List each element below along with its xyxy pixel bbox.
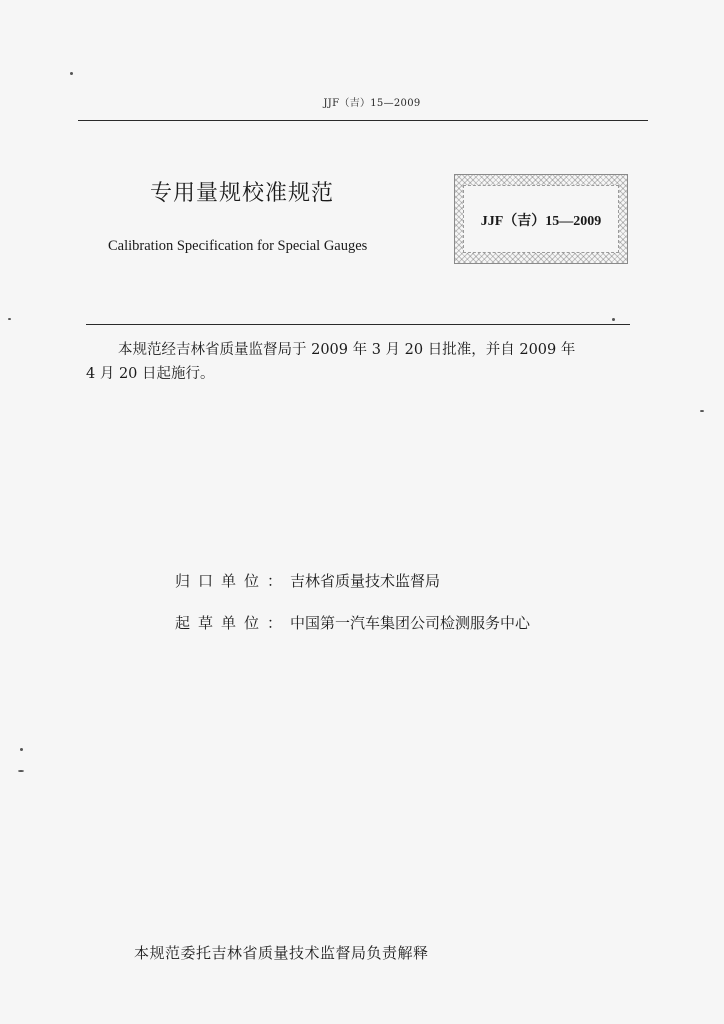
approval-line-2: 4 月 20 日起施行。 (86, 366, 215, 382)
section-divider (86, 324, 630, 325)
responsible-unit-value: 吉林省质量技术监督局 (290, 572, 441, 590)
responsible-unit-label: 归口单位： (175, 572, 291, 590)
drafting-unit-value: 中国第一汽车集团公司检测服务中心 (290, 614, 531, 632)
speck (612, 318, 615, 321)
speck (18, 770, 24, 772)
interpretation-note: 本规范委托吉林省质量技术监督局负责解释 (134, 944, 429, 962)
header-standard-code: JJF（吉）15—2009 (323, 98, 421, 109)
approval-line-1: 本规范经吉林省质量监督局于 2009 年 3 月 20 日批准，并自 2009 年 (118, 342, 576, 358)
stamp-code-text: JJF（吉）15—2009 (480, 214, 602, 229)
speck (70, 72, 73, 75)
responsible-unit-row (175, 570, 440, 591)
stamp-inner-frame (463, 185, 619, 253)
drafting-unit-label: 起草单位： (175, 614, 291, 632)
speck (20, 748, 23, 751)
header-divider (78, 120, 648, 121)
title-chinese: 专用量规校准规范 (150, 181, 335, 206)
speck (700, 410, 704, 412)
speck (8, 318, 11, 320)
drafting-unit-row (175, 612, 530, 633)
approval-statement (86, 338, 634, 386)
standard-code-stamp (454, 174, 628, 264)
title-english: Calibration Specification for Special Gauges (108, 238, 368, 254)
